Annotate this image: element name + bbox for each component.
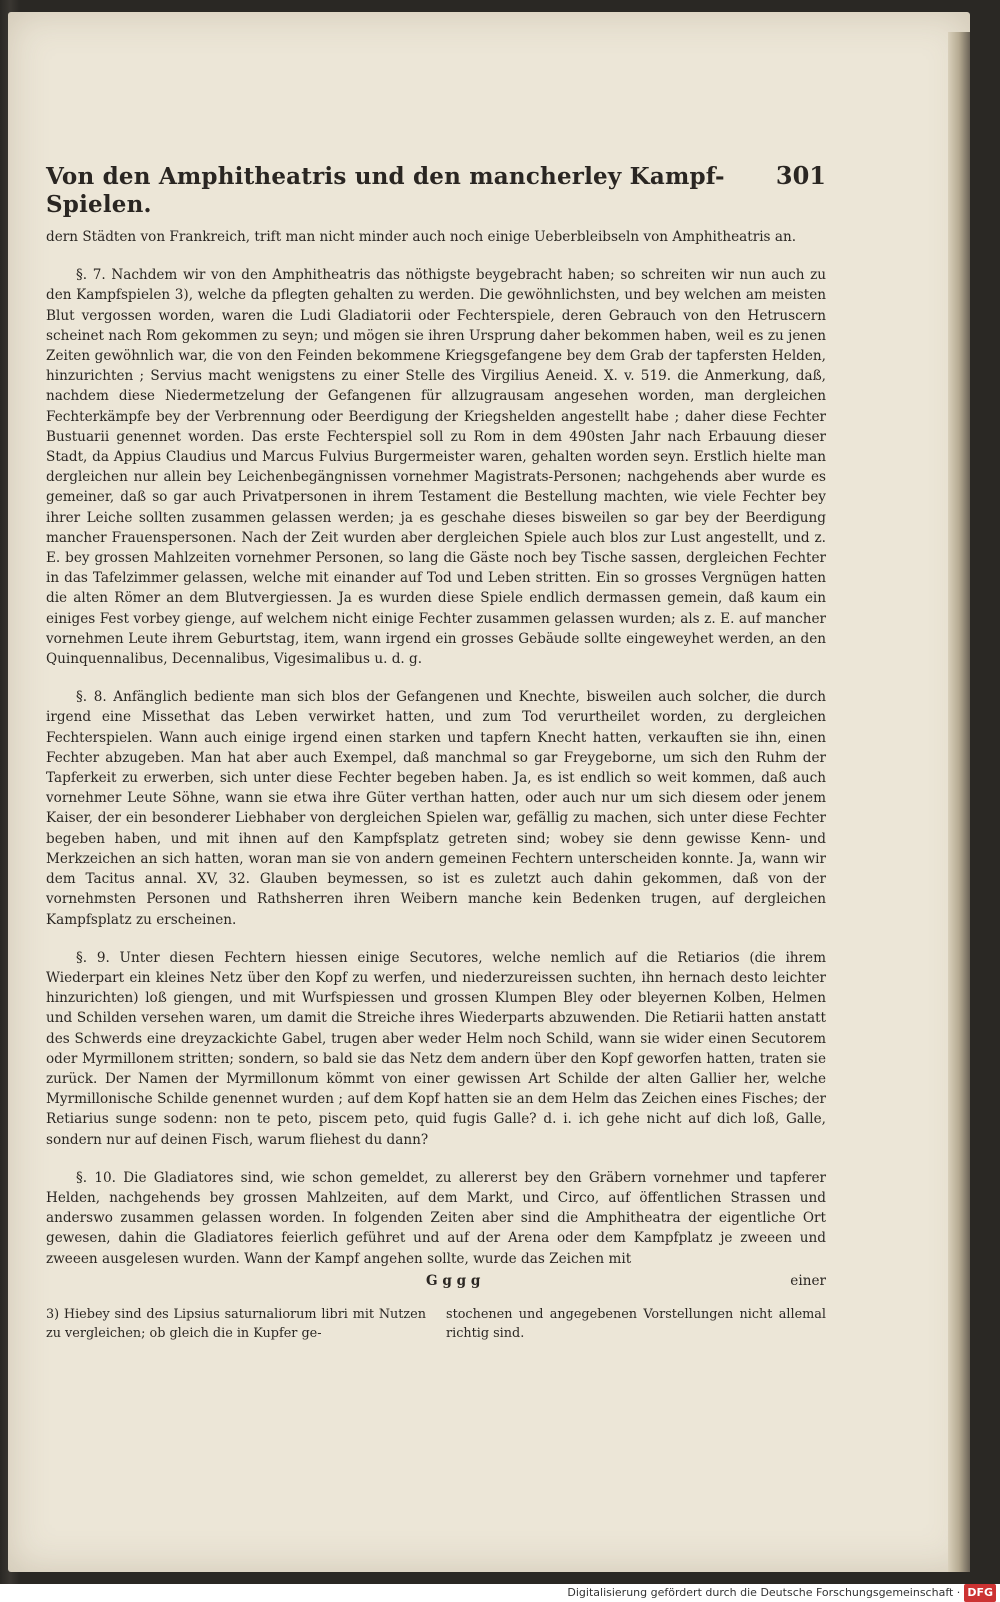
- page-edge: [948, 32, 970, 1572]
- paragraph-section-7: §. 7. Nachdem wir von den Amphitheatris das nöthigste beygebracht haben; so schreiten wir nun auch zu den Kampfspielen 3), welche da pflegten gehalten zu werden. Die gewöhnlichsten, und bey welchen am meisten Blut vergossen worden, waren die Ludi Gladiatorii oder Fechterspiele, deren Gebrauch von den Hetruscern scheinet nach Rom gekommen zu seyn; und mögen sie ihren Ursprung daher bekommen haben, weil es zu jenen Zeiten gewöhnlich war, die von den Feinden bekommene Kriegsgefangene bey dem Grab der tapfersten Helden, hinzurichten ; Servius macht wenigstens zu einer Stelle des Virgilius Aeneid. X. v. 519. die Anmerkung, daß, nachdem diese Niedermetzelung der Gefangenen für allzugrausam angesehen worden, man dergleichen Fechterkämpfe bey der Verbrennung oder Beerdigung der Kriegshelden angestellt habe ; daher diese Fechter Bustuarii genennet worden. Das erste Fechterspiel soll zu Rom in dem 490sten Jahr nach Erbauung dieser Stadt, da Appius Claudius und Marcus Fulvius Burgermeister waren, gehalten worden seyn. Erstlich hielte man dergleichen nur allein bey Leichenbegängnissen vornehmer Magistrats-Personen; nachgehends aber wurde es gemeiner, daß so gar auch Privatpersonen in ihrem Testament die Bestellung machten, wie viele Fechter bey ihrer Leiche sollten zusammen gelassen werden; ja es geschahe dieses bisweilen so gar bey der Beerdigung mancher Frauenspersonen. Nach der Zeit wurden aber dergleichen Spiele auch blos zur Lust angestellt, und z. E. bey grossen Mahlzeiten vornehmer Personen, so lang die Gäste noch bey Tische sassen, dergleichen Fechter in das Tafelzimmer gelassen, welche mit einander auf Tod und Leben stritten. Ein so grosses Vergnügen hatten die alten Römer an dem Blutvergiessen. Ja es wurden diese Spiele endlich dermassen gemein, daß kaum ein einiges Fest vorbey gienge, auf welchem nicht einige Fechter zusammen gelassen wurden; als z. E. auf mancher vornehmen Leute ihrem Geburtstag, item, wann irgend ein grosses Gebäude sollte eingeweyhet werden, an den Quinquennalibus, Decennalibus, Vigesimalibus u. d. g.: [46, 267, 826, 668]
- dfg-logo: DFG: [964, 1584, 996, 1602]
- digitization-credit-bar: [0, 1584, 1000, 1602]
- footnote-right: stochenen und angegebenen Vorstellungen nicht allemal richtig sind.: [446, 1306, 826, 1341]
- footnote-left: 3) Hiebey sind des Lipsius saturnaliorum libri mit Nutzen zu vergleichen; ob gleich die in Kupfer ge-: [46, 1306, 426, 1341]
- credit-text: Digitalisierung gefördert durch die Deutsche Forschungsgemeinschaft ·: [567, 1586, 961, 1599]
- paragraph-section-9: §. 9. Unter diesen Fechtern hiessen einige Secutores, welche nemlich auf die Retiarios (die ihrem Wiederpart ein kleines Netz über den Kopf zu werfen, und niederzureissen suchten, ihn hernach desto leichter hinzurichten) loß giengen, und mit Wurfspiessen und grossen Klumpen Bley oder bleyernen Kolben, Helmen und Schilden versehen waren, um damit die Streiche ihres Wiederparts abzuwenden. Die Retiarii hatten anstatt des Schwerds eine dreyzackichte Gabel, trugen aber weder Helm noch Schild, wann sie wider einen Secutorem oder Myrmillonem stritten; sondern, so bald sie das Netz dem andern über den Kopf geworfen hatten, traten sie zurück. Der Namen der Myrmillonum kömmt von einer gewissen Art Schilde der alten Gallier her, welche Myrmillonische Schilde genennet wurden ; auf dem Kopf hatten sie an dem Helm das Zeichen eines Fisches; der Retiarius sunge sodenn: non te peto, piscem peto, quid fugis Galle? d. i. ich gehe nicht auf dich loß, Galle, sondern nur auf deinen Fisch, warum fliehest du dann?: [46, 949, 826, 1148]
- page-content: [46, 162, 826, 1343]
- signature-line: [46, 1271, 826, 1291]
- page-number: 301: [775, 161, 826, 190]
- running-title: Von den Amphitheatris und den mancherley Kampf-Spielen.: [46, 163, 725, 218]
- running-header: [46, 162, 826, 219]
- book-page: [8, 12, 970, 1572]
- footnotes: [46, 1305, 826, 1343]
- paragraph-section-10: §. 10. Die Gladiatores sind, wie schon gemeldet, zu allererst bey den Gräbern vornehmer und tapferer Helden, nachgehends bey grossen Mahlzeiten, auf dem Markt, und Circo, auf öffentlichen Strassen und anderswo zusammen gelassen worden. In folgenden Zeiten aber sind die Amphitheatra der eigentliche Ort gewesen, dahin die Gladiatores feierlich geführet und auf der Arena oder dem Kampfplatz je zweeen und zweeen ausgelesen wurden. Wann der Kampf angehen sollte, wurde das Zeichen mit: [46, 1169, 826, 1267]
- paragraph-section-8: §. 8. Anfänglich bediente man sich blos der Gefangenen und Knechte, bisweilen auch solcher, die durch irgend eine Missethat das Leben verwirket hatten, und zum Tod verurtheilet worden, zu dergleichen Fechterspielen. Wann auch einige irgend einen starken und tapfern Knecht hatten, verkauften sie ihn, einen Fechter abzugeben. Man hat aber auch Exempel, daß manchmal so gar Freygeborne, um sich den Ruhm der Tapferkeit zu erwerben, sich unter diese Fechter begeben haben. Ja, es ist endlich so weit kommen, daß auch vornehmer Leute Söhne, wann sie etwa ihre Güter verthan hatten, oder auch nur um sich diesem oder jenem Kaiser, der ein besonderer Liebhaber von dergleichen Spielen war, gefällig zu machen, sich unter diese Fechter begeben haben, und mit ihnen auf den Kampfsplatz getreten sind; wobey sie denn gewisse Kenn- und Merkzeichen an sich hatten, woran man sie von andern gemeinen Fechtern unterscheiden konnte. Ja, wann wir dem Tacitus annal. XV, 32. Glauben beymessen, so ist es zuletzt auch dahin gekommen, daß von der vornehmsten Personen und Rathsherren ihren Weibern manche kein Bedenken trugen, auf dergleichen Kampfsplatz zu erscheinen.: [46, 689, 826, 928]
- catchword: einer: [790, 1272, 826, 1289]
- signature-mark: G g g g: [426, 1272, 481, 1289]
- paragraph-continuation: dern Städten von Frankreich, trift man nicht minder auch noch einige Ueberbleibseln von Amphitheatris an.: [46, 229, 797, 245]
